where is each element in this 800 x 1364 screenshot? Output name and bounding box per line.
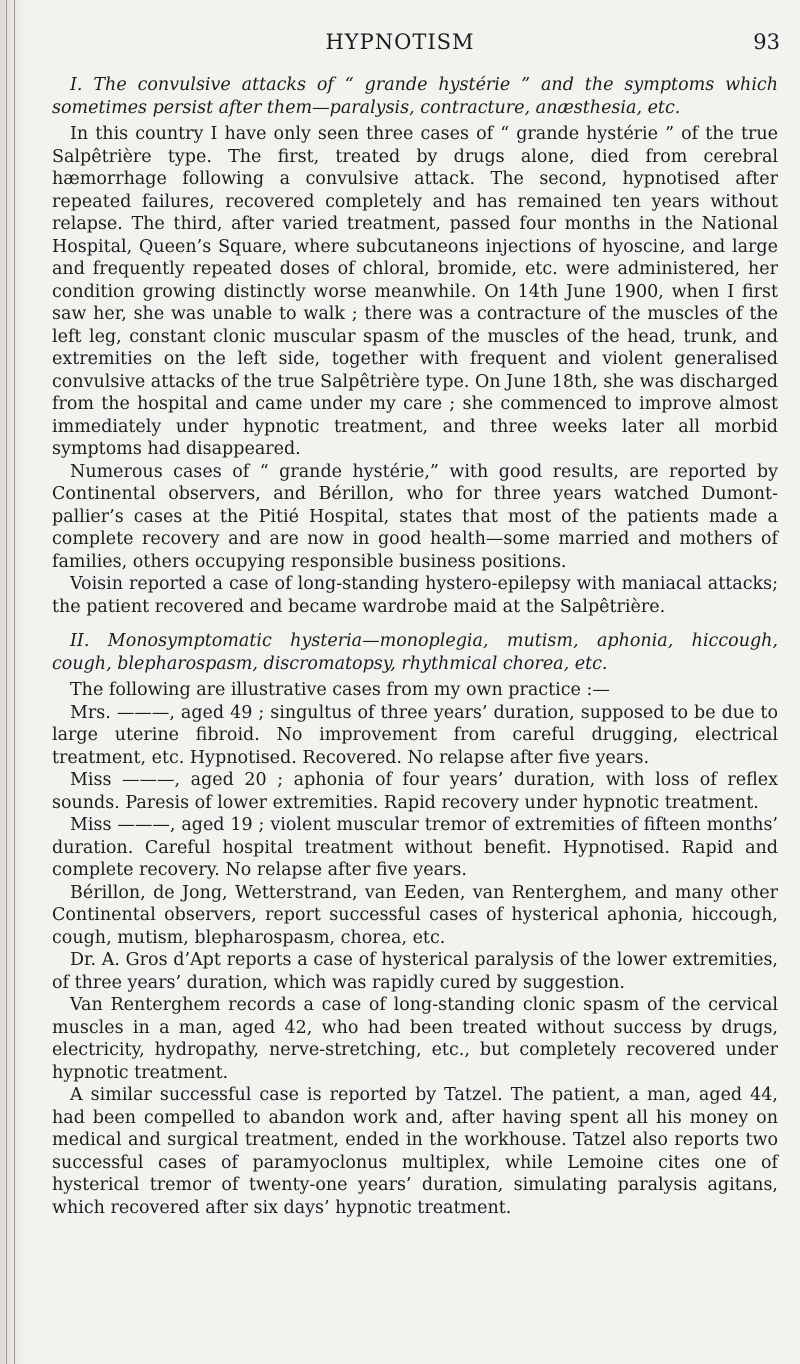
paragraph: The following are illustrative cases from my own practice :—	[70, 680, 610, 700]
paragraph: Voisin reported a case of long-standing hystero-epilepsy with maniacal attacks; the patient recovered and became wardrobe maid at the Salpêtrière.	[52, 574, 778, 617]
paragraph: Miss ———, aged 20 ; aphonia of four years’ duration, with loss of reflex sounds. Paresis of lower extremities. Rapid recovery under hypnotic treatment.	[52, 770, 778, 813]
paragraph: Dr. A. Gros d’Apt reports a case of hysterical paralysis of the lower extremities, of three years’ duration, which was rapidly cured by suggestion.	[52, 950, 778, 993]
paragraph: Miss ———, aged 19 ; violent muscular tremor of extremities of fifteen months’ duration. Careful hospital treatment without benefit. Hypnotised. Rapid and complete recovery. No relapse after five years.	[52, 815, 778, 880]
paragraph: Numerous cases of “ grande hystérie,” with good results, are reported by Continental observers, and Bérillon, who for three years watched Dumont-pallier’s cases at the Pitié Hospital, states that most of the patients made a complete recovery and are now in good health—some married and mothers of families, others occupying responsible business positions.	[52, 461, 778, 572]
page-body	[52, 74, 778, 1219]
running-head: HYPNOTISM	[325, 30, 475, 54]
section-heading-2: II. Monosymptomatic hysteria—monoplegia, mutism, aphonia, hiccough, cough, blepharospasm, discromatopsy, rhythmical chorea, etc.	[52, 631, 778, 674]
page-number: 93	[753, 30, 780, 54]
gutter-line	[14, 0, 15, 1364]
gutter-line	[6, 0, 7, 1364]
paragraph: In this country I have only seen three cases of “ grande hystérie ” of the true Salpêtrière type. The first, treated by drugs alone, died from cerebral hæmorrhage following a convulsive attack. The second, hypnotised after repeated failures, recovered completely and has remained ten years without relapse. The third, after varied treatment, passed four months in the National Hospital, Queen’s Square, where subcutaneons injections of hyoscine, and large and frequently repeated doses of chloral, bromide, etc. were administered, her condition growing distinctly worse meanwhile. On 14th June 1900, when I first saw her, she was unable to walk ; there was a contracture of the muscles of the left leg, constant clonic muscular spasm of the muscles of the head, trunk, and extremities on the left side, together with frequent and violent generalised convulsive attacks of the true Salpêtrière type. On June 18th, she was discharged from the hospital and came under my care ; she commenced to improve almost immediately under hypnotic treatment, and three weeks later all morbid symptoms had disappeared.	[52, 124, 778, 459]
section-heading-1: I. The convulsive attacks of “ grande hystérie ” and the symptoms which sometimes persist after them—paralysis, contracture, anæsthesia, etc.	[52, 75, 778, 118]
paragraph: Bérillon, de Jong, Wetterstrand, van Eeden, van Renterghem, and many other Continental observers, report successful cases of hysterical aphonia, hiccough, cough, mutism, blepharospasm, chorea, etc.	[52, 882, 778, 948]
book-gutter-shadow	[0, 0, 26, 1364]
paragraph: A similar successful case is reported by Tatzel. The patient, a man, aged 44, had been compelled to abandon work and, after having spent all his money on medical and surgical treatment, ended in the workhouse. Tatzel also reports two successful cases of paramyoclonus multiplex, while Lemoine cites one of hysterical tremor of twenty-one years’ duration, simulating paralysis agitans, which recovered after six days’ hypnotic treatment.	[52, 1085, 778, 1218]
page-header	[0, 30, 800, 60]
paragraph: Van Renterghem records a case of long-standing clonic spasm of the cervical muscles in a man, aged 42, who had been treated without success by drugs, electricity, hydropathy, nerve-stretching, etc., but completely recovered under hypnotic treatment.	[52, 995, 778, 1083]
paragraph: Mrs. ———, aged 49 ; singultus of three years’ duration, supposed to be due to large uterine fibroid. No improvement from careful drugging, electrical treatment, etc. Hypnotised. Recovered. No relapse after five years.	[52, 702, 778, 768]
